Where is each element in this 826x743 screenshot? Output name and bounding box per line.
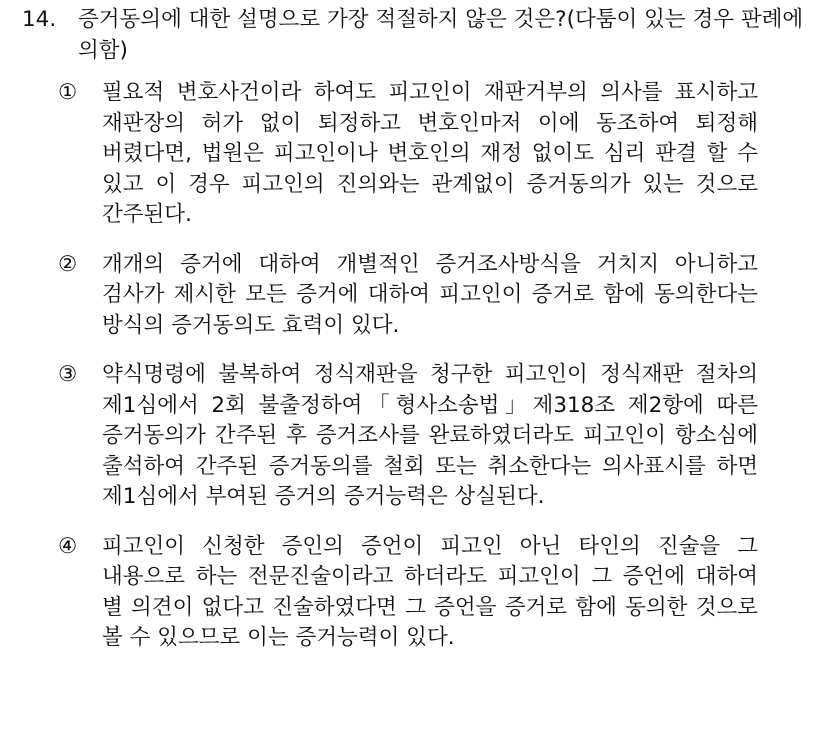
option-text: 약식명령에 불복하여 정식재판을 청구한 피고인이 정식재판 절차의 제1심에서 2회 불출정하여「형사소송법」제318조 제2항에 따른 증거동의가 간주된 후 증거조사를 완료하였더라도 피고인이 항소심에 출석하여 간주된 증거동의를 철회 또는 취소한다는 의사표시를 하면 제1심에서 부여된 증거의 증거능력은 상실된다. <box>102 362 758 509</box>
option-marker: ④ <box>58 533 78 559</box>
answer-option-1 <box>58 78 818 231</box>
option-text: 피고인이 신청한 증인의 증언이 피고인 아닌 타인의 진술을 그 내용으로 하는 전문진술이라고 하더라도 피고인이 그 증언에 대하여 별 의견이 없다고 진술하였다면 그 증언을 증거로 함에 동의한 것으로 볼 수 있으므로 이는 증거능력이 있다. <box>102 533 758 650</box>
option-text: 필요적 변호사건이라 하여도 피고인이 재판거부의 의사를 표시하고 재판장의 허가 없이 퇴정하고 변호인마저 이에 동조하여 퇴정해 버렸다면, 법원은 피고인이나 변호인의 재정 없이도 심리 판결 할 수 있고 이 경우 피고인의 진의와는 관계없이 증거동의가 있는 것으로 간주된다. <box>102 80 758 227</box>
question-text: 증거동의에 대한 설명으로 가장 적절하지 않은 것은?(다툼이 있는 경우 판례에 의함) <box>78 7 804 63</box>
question-number: 14. <box>22 7 57 32</box>
answer-option-2 <box>58 250 818 342</box>
option-marker: ③ <box>58 362 78 387</box>
option-text: 개개의 증거에 대하여 개별적인 증거조사방식을 거치지 아니하고 검사가 제시한 모든 증거에 대하여 피고인이 증거로 함에 동의한다는 방식의 증거동의도 효력이 있다. <box>102 251 758 338</box>
option-marker: ② <box>58 251 78 277</box>
answer-option-4 <box>58 532 818 654</box>
option-marker: ① <box>58 80 78 105</box>
answer-options <box>58 78 818 654</box>
answer-option-3 <box>58 360 818 513</box>
question <box>22 4 822 66</box>
